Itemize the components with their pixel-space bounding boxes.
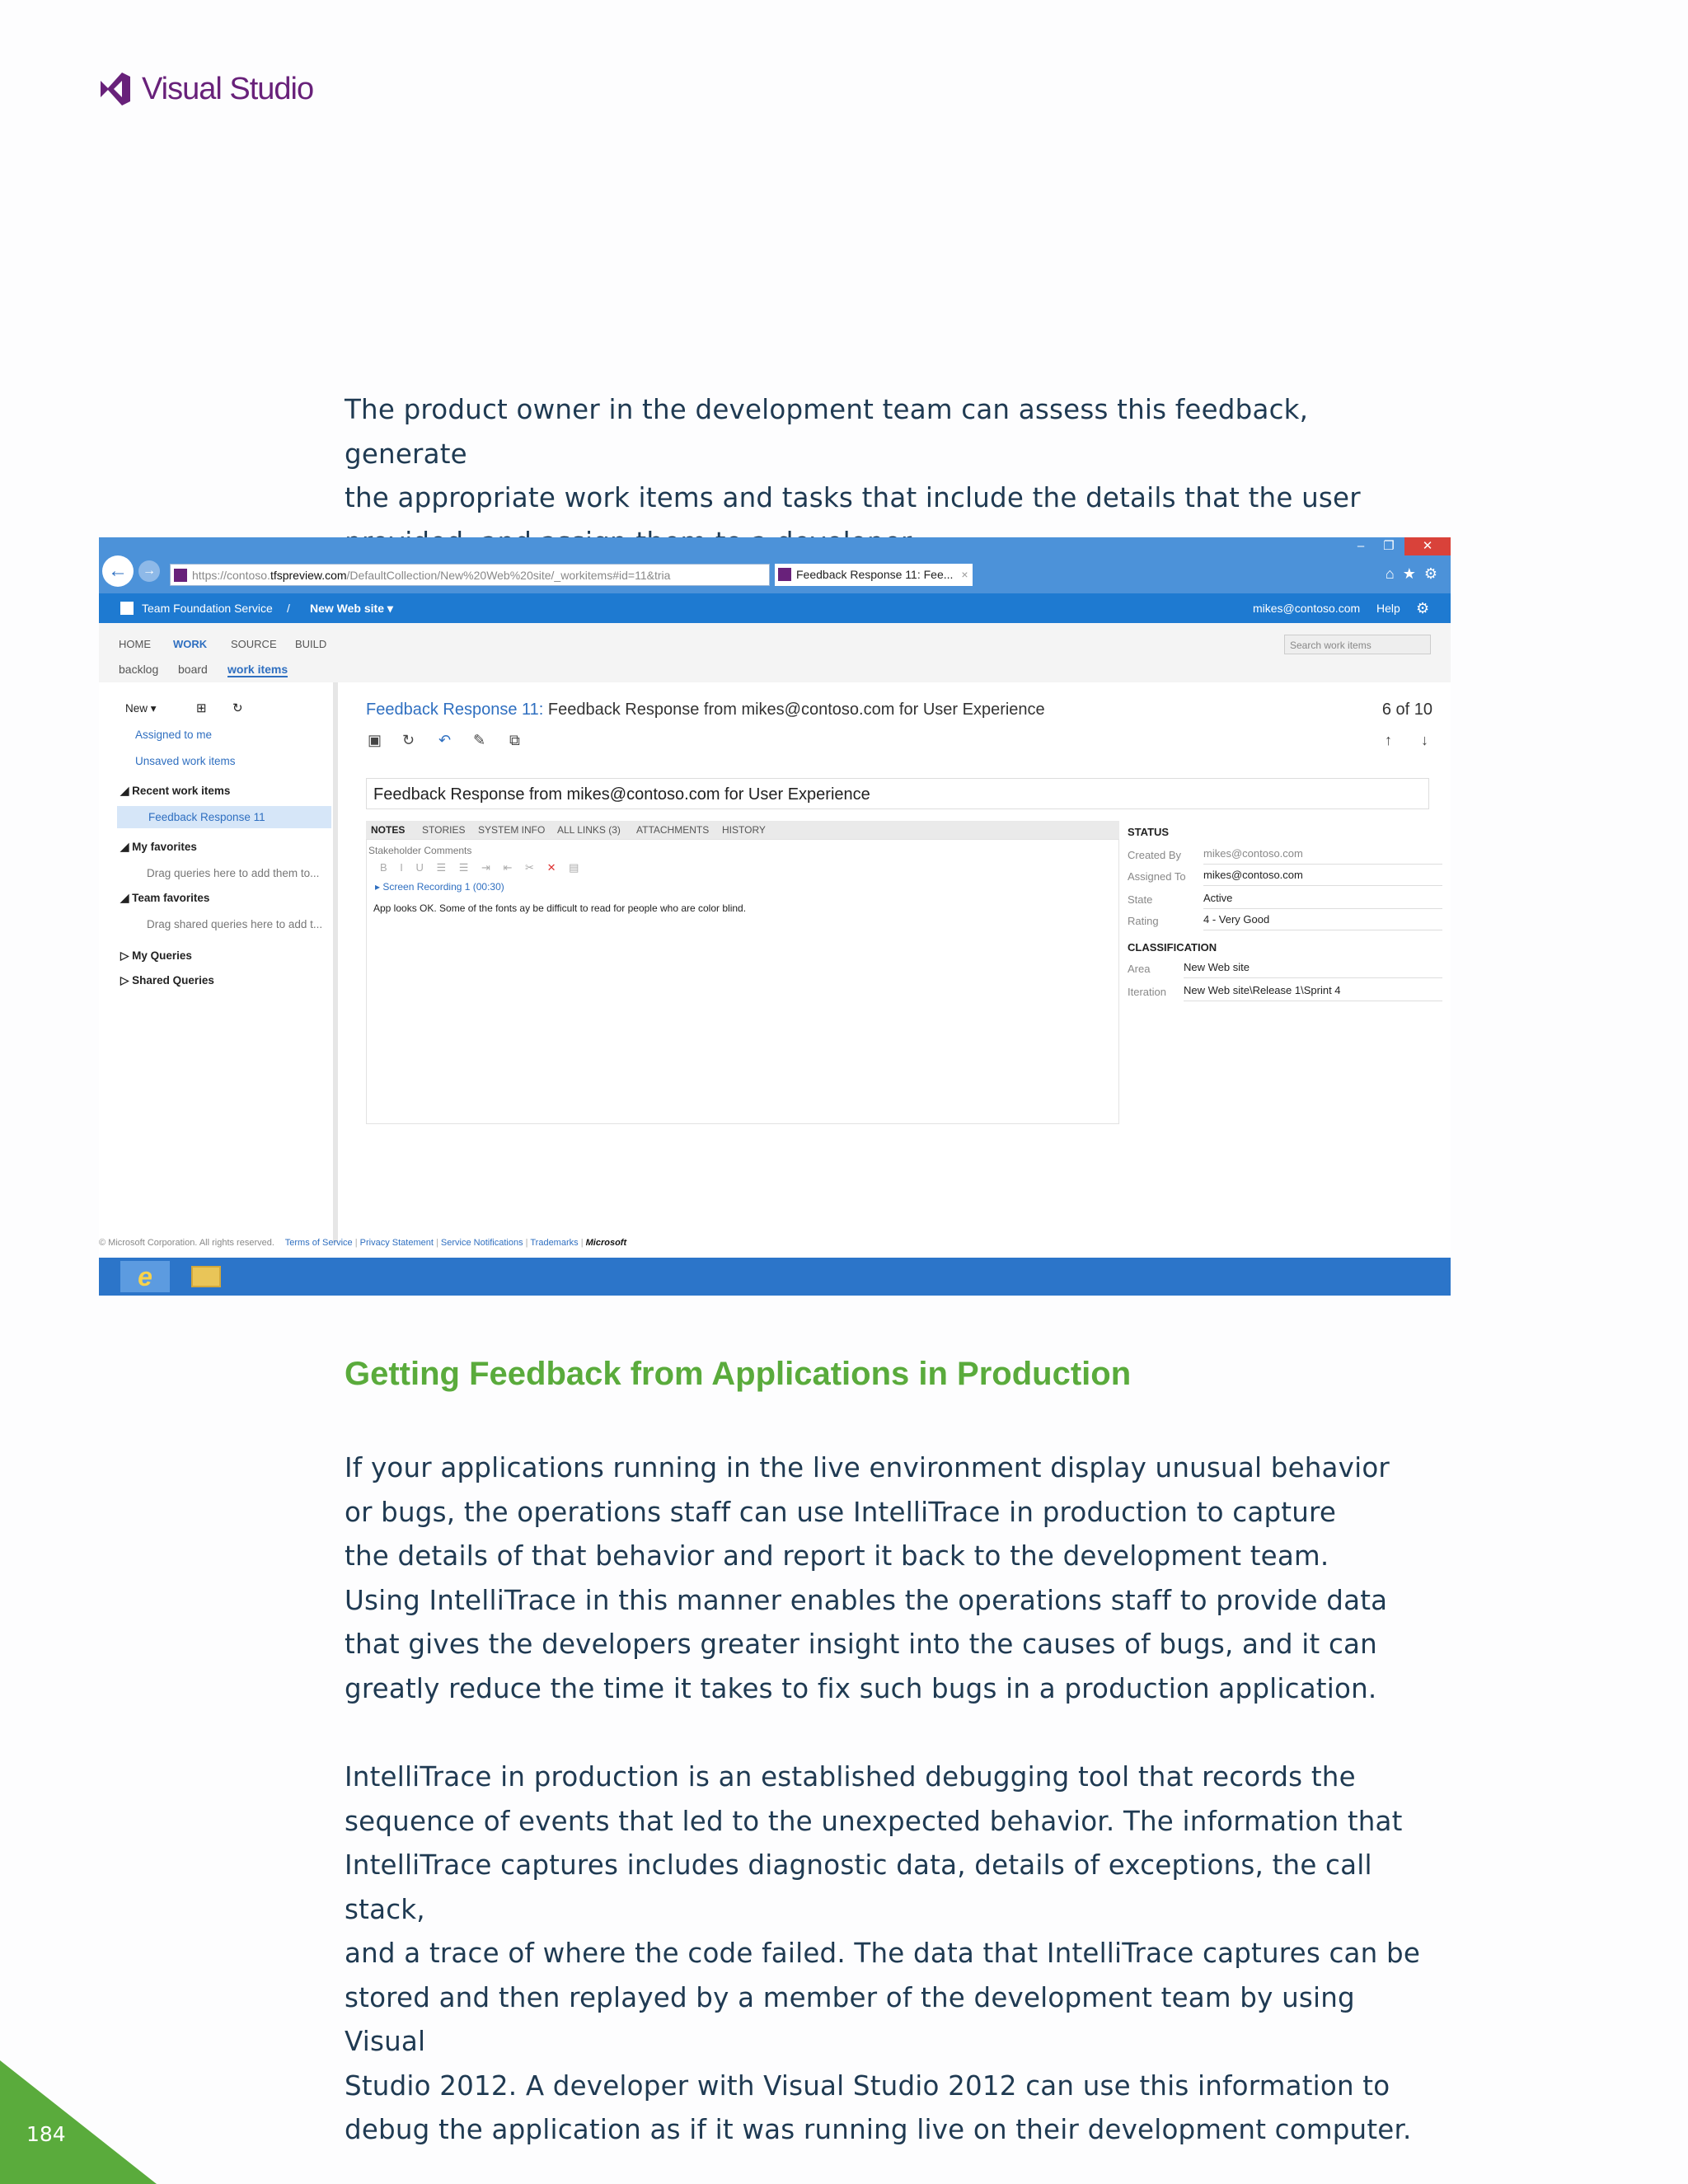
result-counter: 6 of 10 — [1381, 701, 1432, 719]
assigned-to-label: Assigned To — [1128, 870, 1186, 883]
browser-tab[interactable]: Feedback Response 11: Fee... × — [775, 564, 973, 586]
forward-icon[interactable]: → — [138, 560, 160, 582]
service-name[interactable]: Team Foundation Service — [142, 602, 273, 615]
text-line: If your applications running in the live environment display unusual behavior — [345, 1452, 1390, 1483]
address-bar[interactable]: https://contoso.tfspreview.com/DefaultCollection/New%20Web%20site/_workitems#id=11&tria — [170, 564, 770, 586]
area-label: Area — [1128, 963, 1151, 975]
project-selector[interactable]: New Web site ▾ — [310, 602, 393, 615]
text-line: or bugs, the operations staff can use IntelliTrace in production to capture — [345, 1496, 1337, 1528]
tab-board[interactable]: board — [178, 663, 208, 676]
text-line: The product owner in the development team can assess this feedback, generate — [345, 394, 1309, 470]
section-heading: Getting Feedback from Applications in Production — [345, 1356, 1132, 1392]
work-item-title: Feedback Response from mikes@contoso.com for User Experience — [547, 701, 1045, 719]
microsoft-logo: Microsoft — [585, 1238, 627, 1248]
status-heading: STATUS — [1128, 826, 1170, 838]
text-line: stored and then replayed by a member of the development team by using Visual — [345, 1981, 1355, 2057]
form-tabs — [366, 821, 1119, 839]
page-number: 184 — [26, 2122, 66, 2146]
tab-notes[interactable]: NOTES — [371, 824, 406, 836]
terms-link[interactable]: Terms of Service — [284, 1238, 353, 1248]
text-line: IntelliTrace captures includes diagnostic data, details of exceptions, the call stack, — [345, 1849, 1372, 1925]
minimize-icon[interactable]: – — [1357, 539, 1365, 553]
my-favorites-hint: Drag queries here to add them to... — [147, 867, 320, 879]
paragraph-production-feedback — [345, 1446, 1432, 1711]
rating-label: Rating — [1128, 915, 1159, 927]
tab-backlog[interactable]: backlog — [119, 663, 159, 676]
open-icon[interactable]: ✎ — [473, 732, 486, 748]
tab-all-links[interactable]: ALL LINKS (3) — [557, 824, 621, 836]
visual-studio-logo — [97, 71, 313, 107]
trademarks-link[interactable]: Trademarks — [530, 1238, 579, 1248]
text-line: sequence of events that led to the unexpected behavior. The information that — [345, 1805, 1403, 1837]
text-line: greatly reduce the time it takes to fix such bugs in a production application. — [345, 1672, 1377, 1704]
text-line: and a trace of where the code failed. The data that IntelliTrace captures can be — [345, 1938, 1421, 1969]
page-footer: © Microsoft Corporation. All rights reserved. Terms of Service | Privacy Statement | Service Notifications | Trademarks | Microsoft — [99, 1238, 627, 1248]
next-arrow-icon[interactable]: ↓ — [1421, 732, 1428, 748]
work-item-id[interactable]: Feedback Response 11: — [366, 701, 544, 719]
text-line: Using IntelliTrace in this manner enables the operations staff to provide data — [345, 1584, 1388, 1616]
state-dropdown[interactable]: Active — [1203, 892, 1442, 909]
recent-item-feedback-response-11[interactable]: Feedback Response 11 — [117, 806, 331, 828]
screen-recording-link[interactable]: ▸ Screen Recording 1 (00:30) — [375, 881, 504, 893]
menu-work[interactable]: WORK — [173, 638, 208, 650]
copy-icon[interactable]: ⧉ — [509, 732, 520, 748]
tab-system-info[interactable]: SYSTEM INFO — [478, 824, 546, 836]
browser-chrome — [99, 537, 1451, 593]
notes-panel — [366, 839, 1119, 1124]
new-query-icon[interactable]: ⊞ — [196, 701, 207, 715]
close-icon[interactable]: ✕ — [1404, 537, 1451, 555]
page-corner-accent — [0, 2060, 157, 2184]
stakeholder-comment-text[interactable]: App looks OK. Some of the fonts ay be difficult to read for people who are color blind. — [373, 902, 747, 914]
classification-heading: CLASSIFICATION — [1128, 941, 1217, 954]
previous-arrow-icon[interactable]: ↑ — [1385, 732, 1392, 748]
tfs-screenshot — [99, 537, 1451, 1296]
assigned-to-dropdown[interactable]: mikes@contoso.com — [1203, 869, 1442, 886]
recent-work-items-header[interactable]: ◢ Recent work items — [120, 785, 231, 797]
refresh-icon[interactable]: ↻ — [232, 701, 243, 715]
tfs-favicon-icon — [174, 569, 187, 582]
browser-toolbar-icons[interactable]: ⌂★⚙ — [1385, 565, 1446, 582]
tab-attachments[interactable]: ATTACHMENTS — [636, 824, 710, 836]
tab-close-icon[interactable]: × — [961, 568, 968, 581]
tab-history[interactable]: HISTORY — [722, 824, 766, 836]
user-link[interactable]: mikes@contoso.com — [1253, 602, 1361, 615]
created-by-field: mikes@contoso.com — [1203, 847, 1442, 865]
file-explorer-icon[interactable] — [191, 1266, 221, 1287]
internet-explorer-icon[interactable]: e — [120, 1261, 170, 1292]
left-sidebar — [99, 682, 338, 1243]
restore-icon[interactable]: ❐ — [1383, 539, 1395, 553]
text-line: IntelliTrace in production is an established debugging tool that records the — [345, 1761, 1356, 1793]
rating-dropdown[interactable]: 4 - Very Good — [1203, 913, 1442, 930]
new-work-item-button[interactable]: New ▾ — [125, 702, 157, 715]
refresh-icon[interactable]: ↻ — [402, 732, 415, 748]
text-line: the appropriate work items and tasks that include the details that the user — [345, 482, 1361, 513]
service-notifications-link[interactable]: Service Notifications — [440, 1238, 523, 1248]
my-queries-node[interactable]: ▷ My Queries — [120, 949, 192, 962]
tab-favicon-icon — [778, 568, 791, 581]
my-favorites-header[interactable]: ◢ My favorites — [120, 841, 197, 853]
text-line: the details of that behavior and report it back to the development team. — [345, 1540, 1329, 1572]
search-work-items-input[interactable]: Search work items — [1284, 635, 1431, 654]
iteration-dropdown[interactable]: New Web site\Release 1\Sprint 4 — [1184, 984, 1442, 1001]
tab-work-items[interactable]: work items — [227, 663, 288, 676]
text-line: debug the application as if it was running live on their development computer. — [345, 2114, 1412, 2145]
unsaved-work-items-link[interactable]: Unsaved work items — [135, 755, 236, 767]
created-by-label: Created By — [1128, 849, 1182, 861]
team-favorites-header[interactable]: ◢ Team favorites — [120, 892, 210, 904]
state-label: State — [1128, 893, 1153, 906]
menu-build[interactable]: BUILD — [295, 638, 327, 650]
stakeholder-comments-label: Stakeholder Comments — [368, 845, 472, 856]
tfs-logo-icon — [120, 602, 134, 615]
paragraph-intellitrace — [345, 1755, 1432, 2153]
settings-gear-icon[interactable]: ⚙ — [1416, 600, 1430, 616]
menu-home[interactable]: HOME — [119, 638, 151, 650]
visual-studio-icon — [97, 71, 134, 107]
help-link[interactable]: Help — [1376, 602, 1400, 615]
shared-queries-node[interactable]: ▷ Shared Queries — [120, 974, 214, 987]
menu-source[interactable]: SOURCE — [231, 638, 277, 650]
copyright-text: © Microsoft Corporation. All rights reserved. — [99, 1238, 274, 1248]
work-item-heading — [366, 701, 1045, 719]
brand-name: Visual Studio — [142, 71, 314, 106]
tfs-header-bar: Team Foundation Service / New Web site ▾ mikes@contoso.com Help ⚙ — [99, 593, 1451, 623]
hub-menu — [99, 623, 1451, 682]
work-item-title-field[interactable]: Feedback Response from mikes@contoso.com for User Experience — [366, 778, 1429, 809]
iteration-label: Iteration — [1128, 986, 1166, 998]
back-icon[interactable]: ← — [102, 555, 134, 587]
windows-taskbar — [99, 1258, 1451, 1296]
assigned-to-me-link[interactable]: Assigned to me — [135, 729, 213, 741]
tab-stories[interactable]: STORIES — [422, 824, 466, 836]
area-dropdown[interactable]: New Web site — [1184, 961, 1442, 978]
undo-icon[interactable]: ↶ — [438, 732, 452, 748]
rich-text-toolbar[interactable]: B I U ☰ ☰ ⇥ ⇤ ✂ ✕ ▤ — [380, 861, 584, 874]
text-line: Studio 2012. A developer with Visual Studio 2012 can use this information to — [345, 2069, 1390, 2102]
save-icon[interactable]: ▣ — [368, 732, 382, 748]
privacy-link[interactable]: Privacy Statement — [359, 1238, 434, 1248]
team-favorites-hint: Drag shared queries here to add t... — [147, 918, 323, 930]
text-line: that gives the developers greater insight into the causes of bugs, and it can — [345, 1629, 1377, 1660]
